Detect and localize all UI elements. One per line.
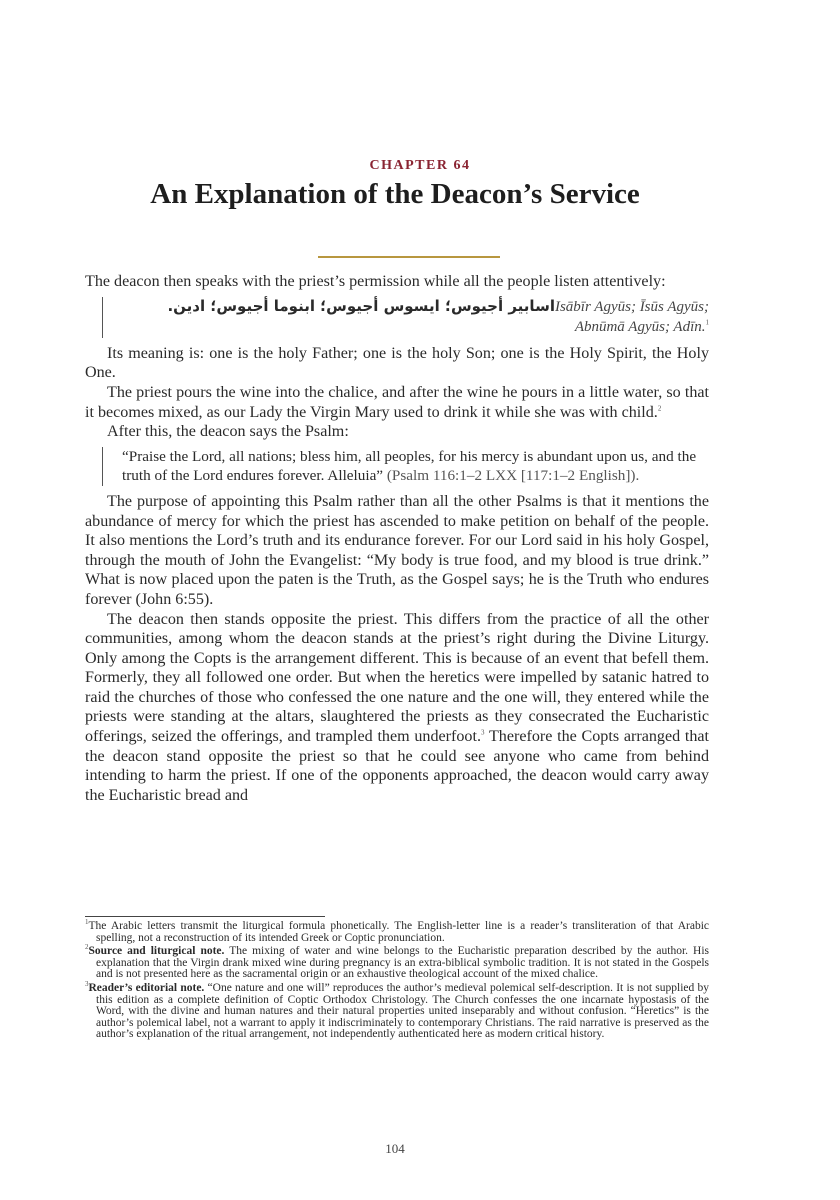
page-number: 104: [385, 1141, 405, 1156]
paragraph-chalice-text: The priest pours the wine into the chalice, and after the wine he pours in a little water, so that it becomes mixed, as our Lady the Virgin Mary used to drink it while she was with child.: [85, 383, 709, 421]
paragraph-chalice: [85, 383, 709, 422]
chapter-title: An Explanation of the Deacon’s Service: [150, 178, 640, 210]
footnote-marker-1[interactable]: 1: [705, 318, 709, 327]
psalm-quote: [122, 447, 709, 486]
title-divider: [318, 256, 500, 258]
footnote-3: [85, 980, 709, 1041]
footnote-2: [85, 943, 710, 981]
footnote-marker-2[interactable]: 2: [657, 404, 662, 413]
footnotes: [85, 918, 710, 1043]
psalm-quote-block: [102, 447, 709, 486]
footnote-number: 1: [85, 918, 89, 927]
formula-transliteration: Isābīr Agyūs; Īsūs Agyūs; Abnūmā Agyūs; Adīn.: [554, 298, 709, 336]
footnote-separator: [85, 916, 325, 917]
psalm-quote-text: “Praise the Lord, all nations; bless him, all peoples, for his mercy is abundant upon us, and the truth of the Lord endures forever. Alleluia”: [122, 447, 697, 485]
chapter-label: CHAPTER 64: [369, 158, 471, 173]
body-text: [85, 272, 709, 805]
paragraph-psalm-intro: After this, the deacon says the Psalm:: [107, 423, 349, 441]
paragraph-purpose: The purpose of appointing this Psalm rather than all the other Psalms is that it mentions the abundance of mercy for which the priest has ascended to make petition on behalf of the people. It also mentions the Lord’s truth and its endurance forever. For our Lord said in his holy Gospel, through the mouth of John the Evangelist: “My body is true food, and my blood is true drink.” What is now placed upon the paten is the Truth, as the Gospel says; he is the Truth who endures forever (John 6:55).: [85, 492, 709, 608]
footnote-1: [85, 918, 709, 944]
formula-line: [122, 297, 709, 338]
paragraph-deacon-text-b: Therefore the Copts arranged that the deacon stand opposite the priest so that he could see anyone who came from behind intending to harm the priest. If one of the opponents approached, the deacon would carry away the Eucharistic bread and: [85, 728, 710, 804]
footnote-text: The mixing of water and wine belongs to the Eucharistic preparation described by the author. His explanation that the Virgin drank mixed wine during pregnancy is an extra-biblical symbolic tradition. It is not stated in the Gospels and is not presented here as the sacramental origin or an exhaustive theological account of the mixed chalice.: [96, 945, 710, 981]
formula-arabic: اسابير أجيوس؛ ايسوس أجيوس؛ ابنوما أجيوس؛ ادين.: [167, 296, 555, 315]
paragraph-deacon-text-a: The deacon then stands opposite the priest. This differs from the practice of all the other communities, among whom the deacon stands at the priest’s right during the Divine Liturgy. Only among the Copts is the arrangement different. This is because of an event that befell them. Formerly, they all followed one order. But when the heretics were impelled by satanic hatred to raid the churches of those who confessed the one nature and the one will, they entered while the priests were standing at the altars, slaughtered the priests as they consecrated the Eucharistic offerings, seized the offerings, and trampled them underfoot.: [85, 610, 709, 746]
footnote-number: 2: [85, 943, 89, 952]
footnote-text: “One nature and one will” reproduces the author’s medieval polemical self-description. It is not supplied by this edition as a complete definition of Coptic Orthodox Christology. The Church confesses the one incarnate hypostasis of the Word, with the divine and human natures and their natural properties united inseparably and without confusion. “Heretics” is the author’s polemical label, not a warrant to apply it indiscriminately to contemporary Christians. The raid narrative is preserved as the author’s explanation of the ritual arrangement, not independently authenticated here as modern critical history.: [96, 981, 709, 1041]
footnote-marker-3[interactable]: 3: [480, 728, 485, 737]
footnote-heading: Reader’s editorial note.: [88, 981, 205, 994]
liturgical-formula-block: [102, 297, 709, 338]
paragraph-deacon-position: [85, 610, 709, 806]
footnote-heading: Source and liturgical note.: [88, 945, 225, 958]
psalm-reference: (Psalm 116:1–2 LXX [117:1–2 English]).: [386, 467, 640, 485]
footnote-number: 3: [85, 980, 89, 989]
paragraph-intro: The deacon then speaks with the priest’s permission while all the people listen attentively:: [85, 273, 666, 290]
paragraph-meaning: Its meaning is: one is the holy Father; one is the holy Son; one is the Holy Spirit, the Holy One.: [85, 344, 709, 382]
footnote-text: The Arabic letters transmit the liturgical formula phonetically. The English-letter line is a reader’s transliteration of that Arabic spelling, not a reconstruction of its intended Greek or Coptic pronunciation.: [88, 920, 709, 944]
